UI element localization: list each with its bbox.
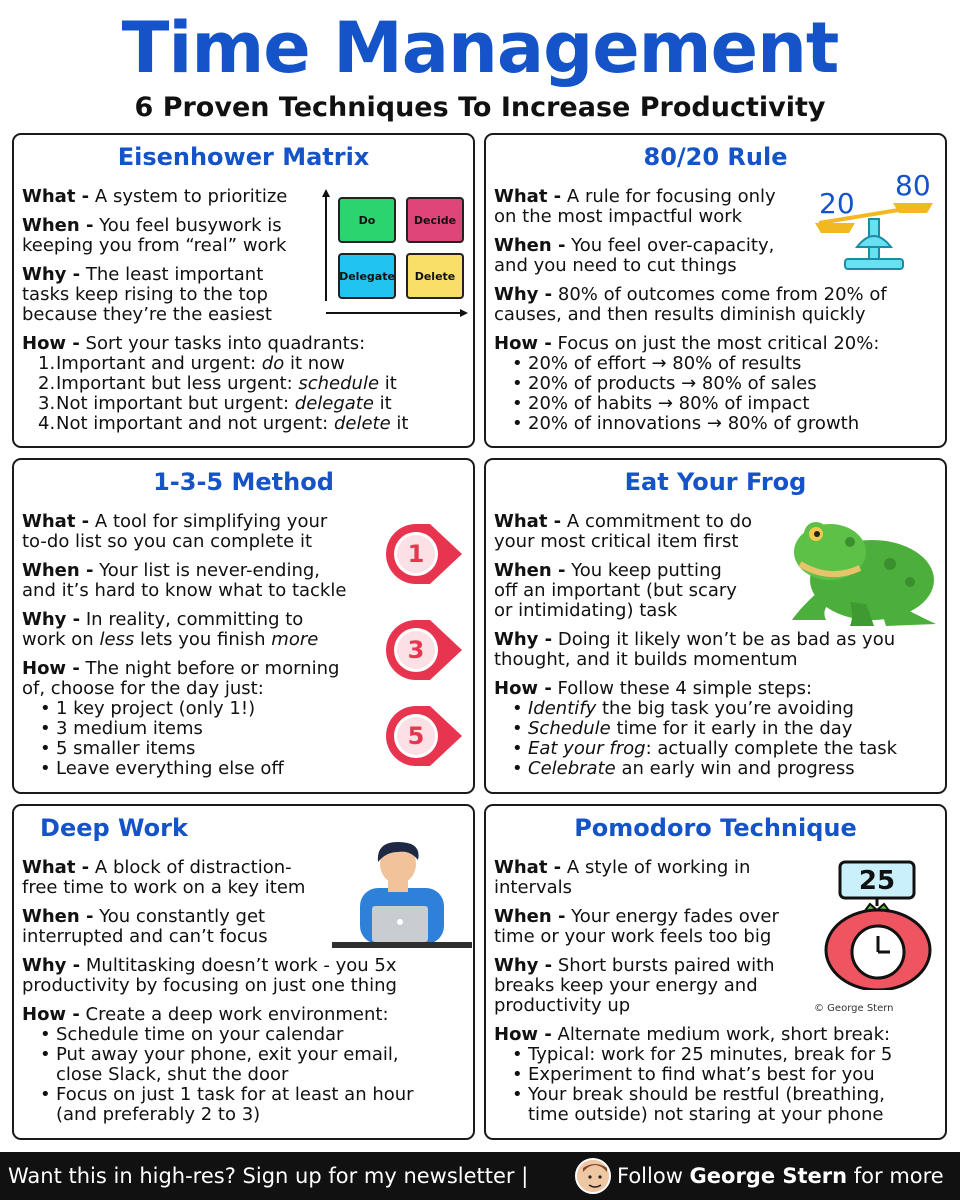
list-item: • 1 key project (only 1!) (22, 699, 346, 719)
what-text: to-do list so you can complete it (22, 531, 313, 552)
list-item: • Celebrate an early win and progress (494, 759, 897, 779)
card-title: 1-3-5 Method (153, 468, 334, 496)
newsletter-cta[interactable]: Want this in high-res? Sign up for my newsletter | (8, 1164, 529, 1188)
when-text: and it’s hard to know what to tackle (22, 580, 347, 601)
card-80-20-rule (484, 133, 947, 448)
list-item: • 20% of effort → 80% of results (494, 354, 887, 374)
card-title: Eisenhower Matrix (117, 143, 370, 171)
list-item: • 3 medium items (22, 719, 346, 739)
list-item: • Typical: work for 25 minutes, break for 5 (494, 1045, 892, 1065)
eisenhower-matrix-graphic (320, 187, 470, 319)
list-item: • Schedule time for it early in the day (494, 719, 897, 739)
why-text: productivity up (494, 995, 631, 1016)
why-label: Why - (22, 264, 81, 285)
when-text: You keep putting (571, 560, 722, 581)
badge-1-number: 1 (407, 540, 425, 568)
how-label: How - (494, 678, 552, 699)
list-item: 1. Important and urgent: do it now (38, 353, 345, 374)
when-text: Your list is never-ending, (99, 560, 320, 581)
card-body (22, 512, 346, 779)
when-text: off an important (but scary (494, 580, 737, 601)
why-text: 80% of outcomes come from 20% of (557, 284, 887, 305)
list-item: • Eat your frog: actually complete the task (494, 739, 897, 759)
frog-icon (790, 512, 940, 632)
list-item: • 20% of habits → 80% of impact (494, 394, 887, 414)
quadrant-decide: Decide (406, 197, 464, 243)
what-text: your most critical item first (494, 531, 739, 552)
what-label: What - (494, 511, 562, 532)
card-pomodoro-technique (484, 804, 947, 1140)
list-item: 2. Important but less urgent: schedule it (38, 373, 397, 394)
list-item: • Leave everything else off (22, 759, 346, 779)
list-item: • Identify the big task you’re avoiding (494, 699, 897, 719)
why-text: productivity by focusing on just one thing (22, 975, 397, 996)
quadrant-do: Do (338, 197, 396, 243)
list-item-continued: close Slack, shut the door (56, 1064, 289, 1085)
what-text: A commitment to do (566, 511, 753, 532)
why-text: Doing it likely won’t be as bad as you (557, 629, 896, 650)
why-label: Why - (494, 629, 553, 650)
why-label: Why - (494, 284, 553, 305)
why-text: In reality, committing to (85, 609, 304, 630)
how-label: How - (22, 333, 80, 354)
page-title: Time Management (121, 7, 839, 89)
why-text: work on less lets you finish more (22, 629, 319, 650)
how-label: How - (22, 658, 80, 679)
when-text: interrupted and can’t focus (22, 926, 268, 947)
why-label: Why - (494, 955, 553, 976)
why-text: Short bursts paired with (557, 955, 775, 976)
when-label: When - (494, 560, 566, 581)
list-item: • Focus on just 1 task for at least an hour (22, 1085, 414, 1105)
when-label: When - (22, 560, 94, 581)
why-text: The least important (85, 264, 264, 285)
why-text: because they’re the easiest (22, 304, 272, 325)
what-text: A style of working in (566, 857, 751, 878)
avatar (575, 1158, 611, 1194)
what-label: What - (22, 186, 90, 207)
why-label: Why - (22, 955, 81, 976)
why-text: Multitasking doesn’t work - you 5x (85, 955, 397, 976)
what-text: A rule for focusing only (566, 186, 776, 207)
what-text: A tool for simplifying your (94, 511, 328, 532)
what-label: What - (494, 186, 562, 207)
how-text: Sort your tasks into quadrants: (85, 333, 366, 354)
when-text: time or your work feels too big (494, 926, 772, 947)
badge-5-number: 5 (407, 722, 425, 750)
when-label: When - (494, 906, 566, 927)
why-text: breaks keep your energy and (494, 975, 758, 996)
why-text: thought, and it builds momentum (494, 649, 798, 670)
copyright-text: © George Stern (814, 1003, 894, 1014)
list-item-continued: (and preferably 2 to 3) (56, 1104, 261, 1125)
badge-3-number: 3 (407, 636, 425, 664)
what-text: A block of distraction- (94, 857, 292, 878)
card-title: 80/20 Rule (643, 143, 788, 171)
when-label: When - (22, 215, 94, 236)
why-label: Why - (22, 609, 81, 630)
scale-icon (811, 169, 936, 275)
page-subtitle: 6 Proven Techniques To Increase Productivity (134, 92, 826, 123)
how-label: How - (22, 1004, 80, 1025)
what-label: What - (22, 511, 90, 532)
card-deep-work (12, 804, 475, 1140)
list-item: • 20% of innovations → 80% of growth (494, 414, 887, 434)
scale-left-value: 20 (819, 187, 855, 220)
when-text: keeping you from “real” work (22, 235, 287, 256)
why-text: causes, and then results diminish quickly (494, 304, 866, 325)
how-text: Focus on just the most critical 20%: (557, 333, 880, 354)
card-title: Deep Work (40, 814, 188, 842)
card-title: Pomodoro Technique (574, 814, 857, 842)
list-item: 3. Not important but urgent: delegate it (38, 393, 392, 414)
card-eisenhower-matrix (12, 133, 475, 448)
card-1-3-5-method (12, 458, 475, 794)
list-item: • 20% of products → 80% of sales (494, 374, 887, 394)
quadrant-delegate: Delegate (338, 253, 396, 299)
when-text: and you need to cut things (494, 255, 737, 276)
quadrant-delete: Delete (406, 253, 464, 299)
list-item: • Put away your phone, exit your email, (22, 1045, 414, 1065)
why-text: tasks keep rising to the top (22, 284, 268, 305)
list-item: • Experiment to find what’s best for you (494, 1065, 892, 1085)
list-item: • Your break should be restful (breathing, (494, 1085, 892, 1105)
list-item: • 5 smaller items (22, 739, 346, 759)
when-text: You constantly get (99, 906, 266, 927)
how-text: The night before or morning (85, 658, 340, 679)
when-label: When - (494, 235, 566, 256)
what-text: on the most impactful work (494, 206, 743, 227)
what-label: What - (22, 857, 90, 878)
how-text: Follow these 4 simple steps: (557, 678, 813, 699)
list-item-continued: time outside) not staring at your phone (528, 1104, 884, 1125)
follow-cta[interactable]: Follow George Stern for more (617, 1164, 944, 1188)
footer-bar (0, 1152, 960, 1200)
what-text: intervals (494, 877, 573, 898)
list-item: 4. Not important and not urgent: delete it (38, 413, 409, 434)
list-item: • Schedule time on your calendar (22, 1025, 414, 1045)
card-title: Eat Your Frog (624, 468, 807, 496)
what-text: A system to prioritize (94, 186, 288, 207)
when-text: You feel over-capacity, (571, 235, 775, 256)
when-text: or intimidating) task (494, 600, 678, 621)
what-label: What - (494, 857, 562, 878)
what-text: free time to work on a key item (22, 877, 306, 898)
how-text: Create a deep work environment: (85, 1004, 389, 1025)
when-text: You feel busywork is (99, 215, 282, 236)
how-label: How - (494, 333, 552, 354)
how-label: How - (494, 1024, 552, 1045)
when-label: When - (22, 906, 94, 927)
scale-right-value: 80 (895, 169, 931, 202)
how-text: Alternate medium work, short break: (557, 1024, 891, 1045)
how-text: of, choose for the day just: (22, 678, 264, 699)
person-laptop-icon (332, 840, 472, 948)
timer-value: 25 (858, 866, 896, 896)
card-eat-your-frog (484, 458, 947, 794)
when-text: Your energy fades over (571, 906, 779, 927)
